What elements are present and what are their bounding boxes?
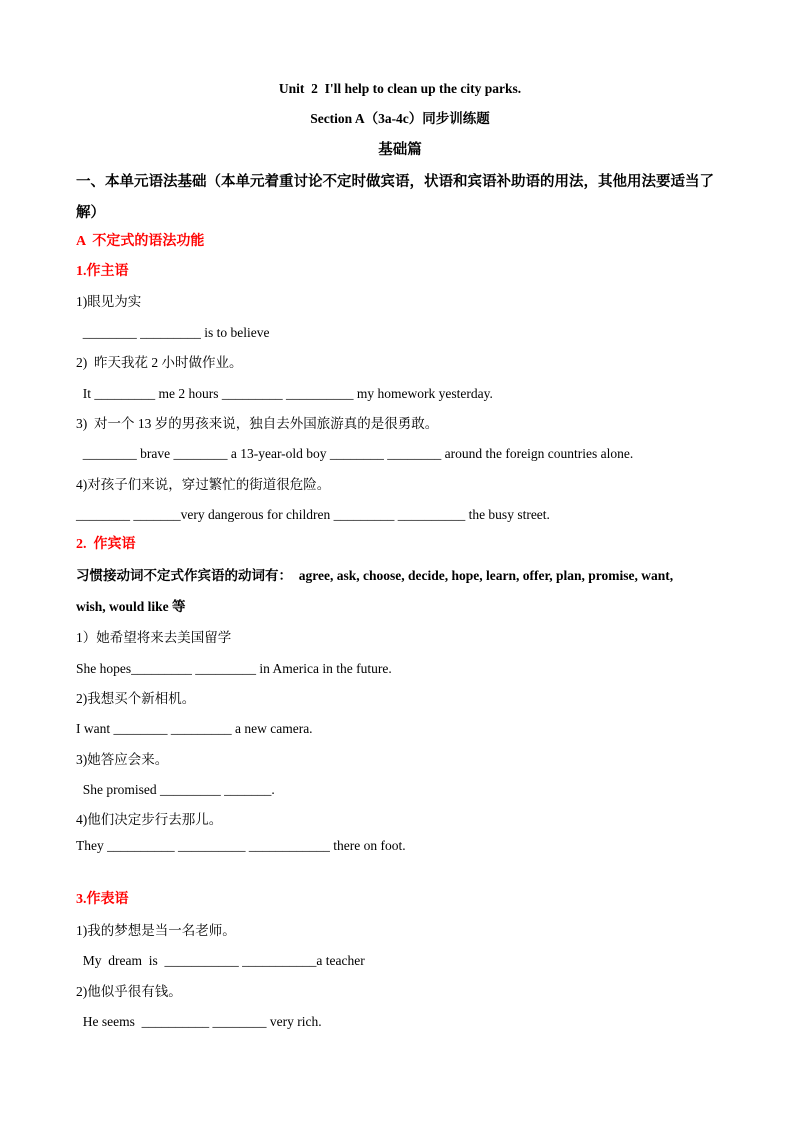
object-q3-cn: 3)她答应会来。	[76, 752, 169, 767]
predicative-q2-cn: 2)他似乎很有钱。	[76, 984, 182, 999]
object-q1-cn: 1）她希望将来去美国留学	[76, 630, 232, 645]
part1-heading-line1: 一、本单元语法基础（本单元着重讨论不定时做宾语，状语和宾语补助语的用法，其他用法要适当了	[76, 174, 714, 190]
object-q1-en: She hopes_________ _________ in America in the future.	[76, 661, 392, 676]
subject-q4-cn: 4)对孩子们来说，穿过繁忙的街道很危险。	[76, 477, 331, 492]
predicative-q1-en: My dream is ___________ ___________a teacher	[76, 953, 365, 968]
document-title: Unit 2 I'll help to clean up the city parks.	[278, 81, 522, 96]
object-q2-cn: 2)我想买个新相机。	[76, 691, 196, 706]
subject-q4-en: ________ _______very dangerous for children _________ __________ the busy street.	[76, 507, 550, 522]
level-title: 基础篇	[378, 142, 422, 158]
subject-q3-en: ________ brave ________ a 13-year-old boy ________ ________ around the foreign countries alone.	[76, 446, 634, 461]
subject-q1-en: ________ _________ is to believe	[76, 325, 270, 340]
object-q3-en: She promised _________ _______.	[76, 782, 275, 797]
part1-heading-line2: 解）	[76, 205, 105, 221]
object-q4-en: They __________ __________ ____________ there on foot.	[76, 838, 406, 853]
object-rule-line1: 习惯接动词不定式作宾语的动词有： agree, ask, choose, decide, hope, learn, offer, plan, promise, want,	[76, 568, 674, 583]
sectionA-title: A 不定式的语法功能	[76, 234, 205, 249]
object-q2-en: I want ________ _________ a new camera.	[76, 721, 313, 736]
predicative-title: 3.作表语	[76, 892, 129, 907]
subject-q2-en: It _________ me 2 hours _________ __________ my homework yesterday.	[76, 386, 493, 401]
section-title: Section A（3a-4c）同步训练题	[310, 111, 490, 126]
predicative-q2-en: He seems __________ ________ very rich.	[76, 1014, 322, 1029]
subject-q3-cn: 3) 对一个 13 岁的男孩来说，独自去外国旅游真的是很勇敢。	[76, 416, 439, 431]
predicative-q1-cn: 1)我的梦想是当一名老师。	[76, 923, 236, 938]
subject-title: 1.作主语	[76, 264, 129, 279]
subject-q1-cn: 1)眼见为实	[76, 294, 142, 309]
object-q4-cn: 4)他们决定步行去那儿。	[76, 812, 223, 827]
object-rule-line2: wish, would like 等	[76, 599, 186, 614]
subject-q2-cn: 2) 昨天我花 2 小时做作业。	[76, 355, 243, 370]
object-title: 2. 作宾语	[76, 537, 136, 552]
